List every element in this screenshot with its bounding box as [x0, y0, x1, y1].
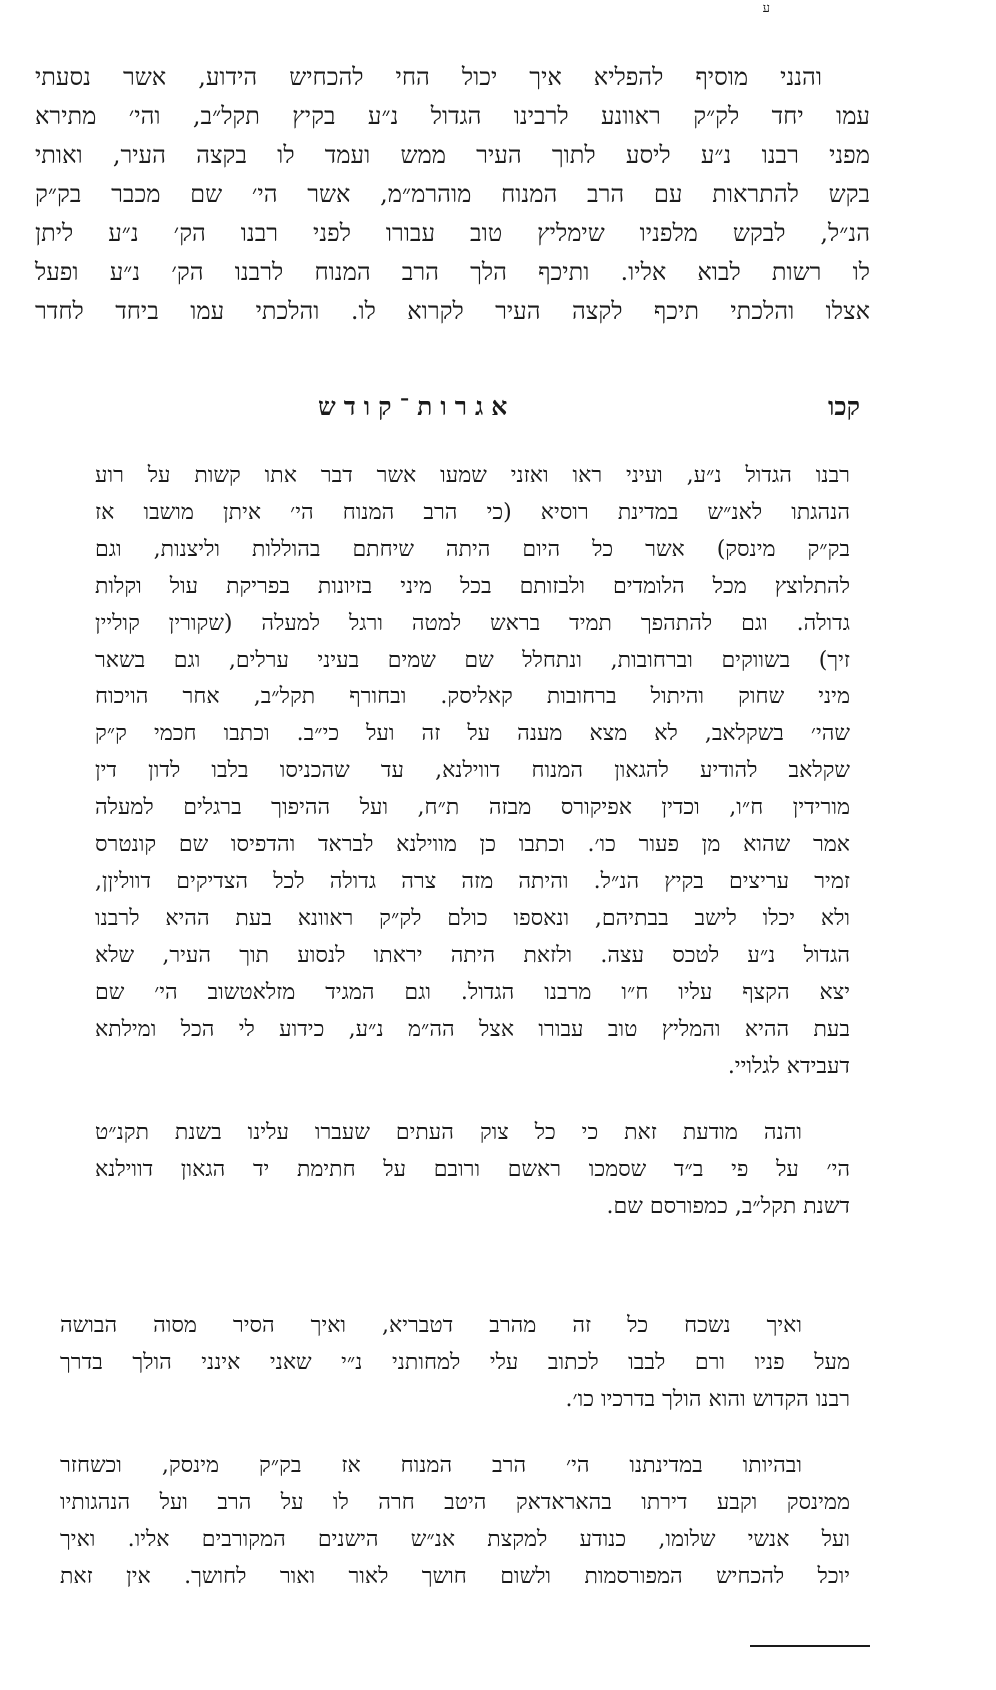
text-line: בק״ק מינסק) אשר כל היום היתה שיחתם בהוללות וליצנות, וגם: [95, 536, 850, 562]
top-cut-mark: ע: [762, 1, 770, 14]
text-line: שקלאב להודיע להגאון המנוח דווילנא, עד שהכניסו בלבו לדון דין: [95, 758, 850, 784]
text-line: אמר שהוא מן פעור כו׳. וכתבו כן מווילנא לבראד והדפיסו שם קונטרס: [95, 832, 850, 858]
text-line: הי׳ על פי ב״ד שסמכו ראשם ורובם על חתימת יד הגאון דווילנא: [95, 1156, 850, 1182]
text-line: רבנו הגדול נ״ע, ועיני ראו ואזני שמעו אשר דבר אתו קשות על רוע: [95, 463, 850, 488]
text-line: גדולה. וגם להתהפך תמיד בראש למטה ורגל למעלה (שקורין קוליין: [95, 610, 850, 636]
text-line: לו רשות לבוא אליו. ותיכף הלך הרב המנוח לרבנו הק׳ נ״ע ופעל: [35, 258, 870, 286]
text-line: הנ״ל, לבקש מלפניו שימליץ טוב עבורו לפני רבנו הק׳ נ״ע ליתן: [35, 219, 870, 247]
text-line: מעל פניו ורם לבבו לכתוב עלי למחותני נ״י שאני אינני הולך בדרך: [60, 1349, 850, 1375]
text-line: ממינסק וקבע דירתו בהאראדאק היטב חרה לו על הרב ועל הנהגותיו: [60, 1489, 850, 1515]
page-number: קכו: [828, 392, 860, 421]
text-line: רבנו הקדוש והוא הולך בדרכיו כו׳.: [565, 1386, 850, 1412]
text-line: זמיר עריצים בקיץ הנ״ל. והיתה מזה צרה גדולה לכל הצדיקים דווליןן,: [95, 868, 850, 894]
text-line: אצלו והלכתי תיכף לקצה העיר לקרוא לו. והלכתי עמו ביחד לחדר: [35, 297, 870, 325]
paragraph-5: [60, 1448, 850, 1596]
paragraph-2: [95, 458, 850, 1085]
text-line: מיני שחוק והיתול ברחובות קאליסק. ובחורף תקל״ב, אחר הויכוח: [95, 684, 850, 710]
paragraph-3: [95, 1115, 850, 1226]
text-line: ולא יכלו לישב בבתיהם, ונאספו כולם לק״ק ראוונא בעת ההיא לרבנו: [95, 905, 850, 931]
text-line: שהי׳ בשקלאב, לא מצא מענה על זה ועל כי״ב. וכתבו חכמי ק״ק: [95, 721, 850, 747]
text-line: הנהגתו לאנ״ש במדינת רוסיא (כי הרב המנוח הי׳ איתן מושבו אז: [95, 499, 850, 525]
running-title: אגרות־קודש: [318, 392, 516, 421]
text-line: זיך) בשווקים וברחובות, ונתחלל שם שמים בעיני ערלים, וגם בשאר: [95, 647, 850, 673]
text-line: ובהיותו במדינתנו הי׳ הרב המנוח אז בק״ק מינסק, וכשחזר: [60, 1453, 802, 1478]
text-line: מפני רבנו נ״ע ליסע לתוך העיר ממש ועמד לו בקצה העיר, ואותי: [35, 141, 870, 169]
paragraph-1: [35, 58, 870, 331]
text-line: להתלוצץ מכל הלומדים ולבזותם בכל מיני בזיונות בפריקת עול וקלות: [95, 573, 850, 599]
text-line: עמו יחד לק״ק ראוונע לרבינו הגדול נ״ע בקיץ תקל״ב, והי׳ מתירא: [35, 102, 870, 130]
text-line: דשנת תקל״ב, כמפורסם שם.: [606, 1193, 850, 1219]
text-line: בקש להתראות עם הרב המנוח מוהרמ״מ, אשר הי׳ שם מכבר בק״ק: [35, 180, 870, 208]
text-line: הגדול נ״ע לטכס עצה. ולזאת היתה יראתו לנסוע תוך העיר, שלא: [95, 942, 850, 968]
text-line: בעת ההיא והמליץ טוב עבורו אצל הה״מ נ״ע, כידוע לי הכל ומילתא: [95, 1016, 850, 1042]
text-line: דעבידא לגלויי.: [727, 1053, 850, 1079]
running-header: [318, 392, 860, 432]
text-line: והנני מוסיף להפליא איך יכול החי להכחיש הידוע, אשר נסעתי: [35, 63, 822, 91]
text-line: והנה מודעת זאת כי כל צוק העתים שעברו עלינו בשנת תקנ״ט: [95, 1120, 802, 1145]
text-line: יצא הקצף עליו ח״ו מרבנו הגדול. וגם המגיד מזלאטשוב הי׳ שם: [95, 979, 850, 1005]
paragraph-4: [60, 1308, 850, 1419]
text-line: ואיך נשכח כל זה מהרב דטבריא, ואיך הסיר מסוה הבושה: [60, 1313, 802, 1338]
footnote-rule: [750, 1645, 870, 1647]
text-line: יוכל להכחיש המפורסמות ולשום חושך לאור ואור לחושך. אין זאת: [60, 1563, 850, 1589]
text-line: ועל אנשי שלומו, כנודע למקצת אנ״ש הישנים המקורבים אליו. ואיך: [60, 1526, 850, 1552]
text-line: מורידין ח״ו, וכדין אפיקורס מבזה ת״ח, ועל ההיפוך ברגלים למעלה: [95, 795, 850, 821]
